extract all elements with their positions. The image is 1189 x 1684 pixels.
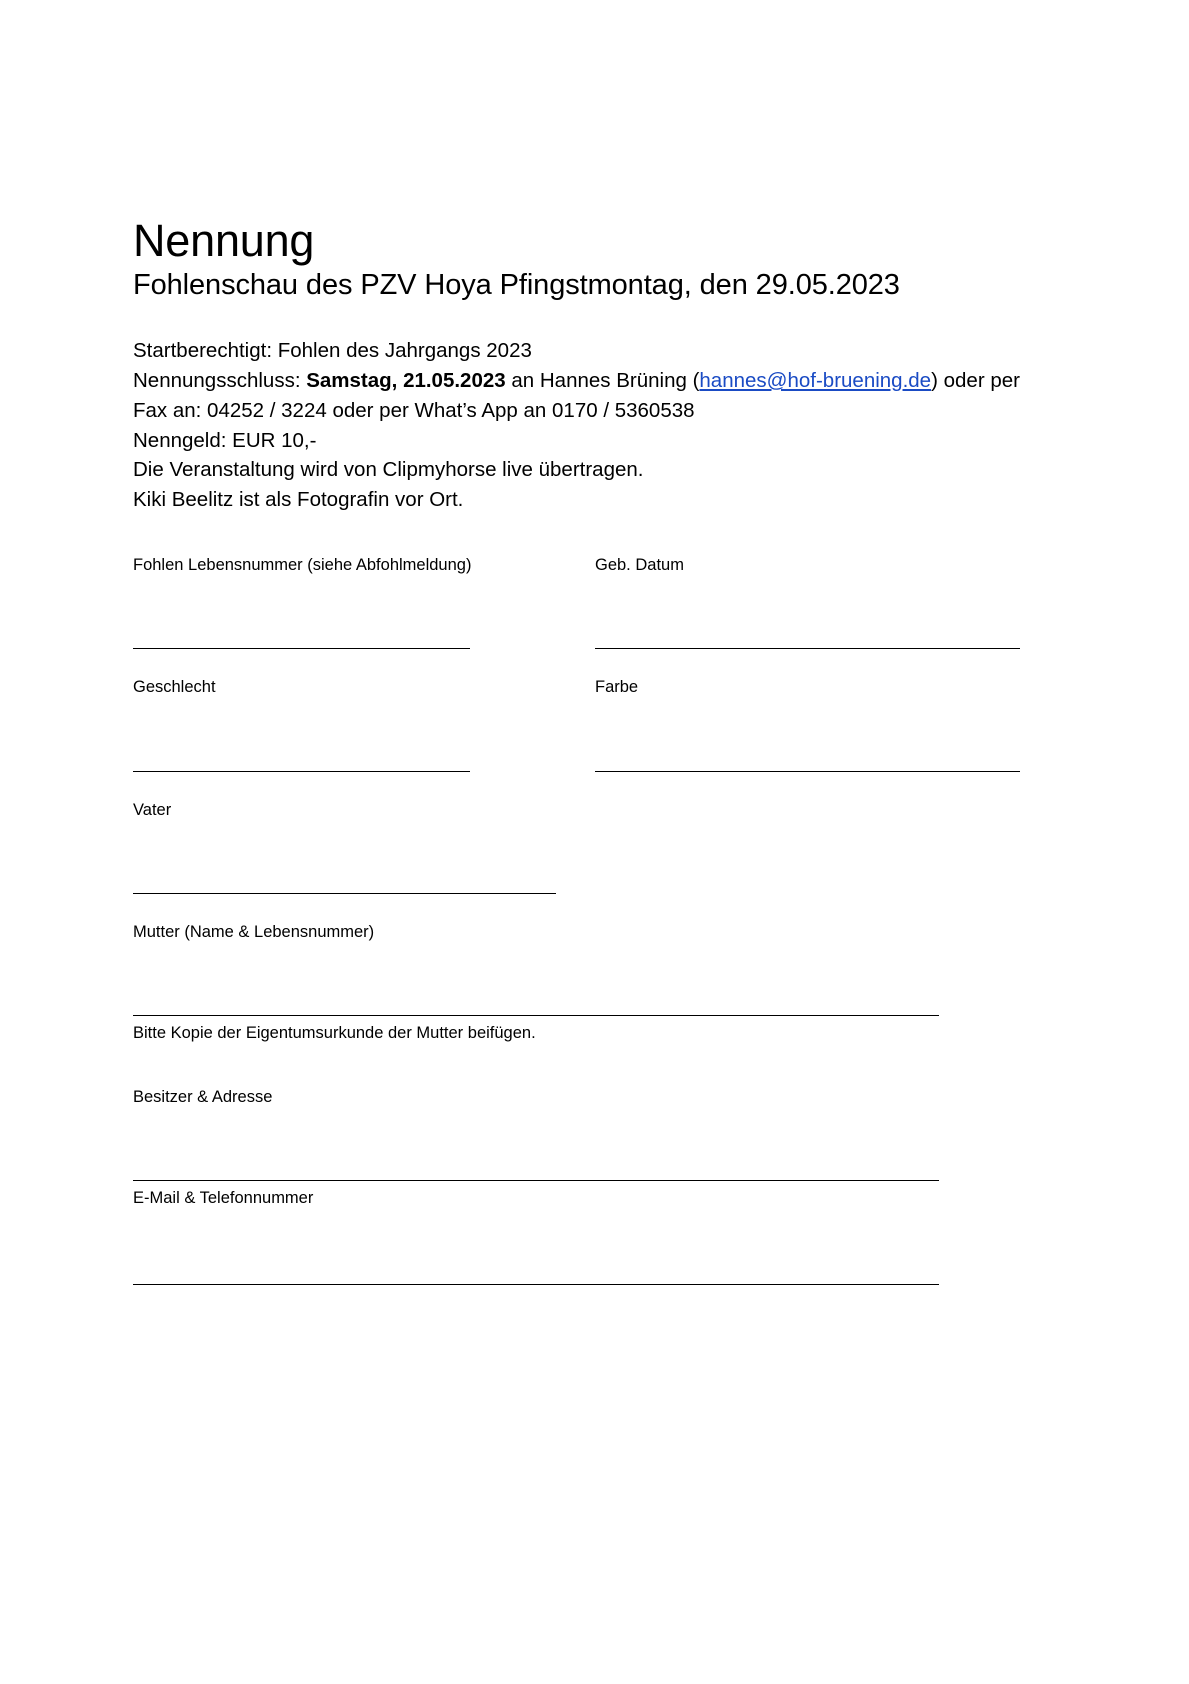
field-sire xyxy=(133,800,1059,894)
field-dam xyxy=(133,922,1059,1045)
intro-line-fax: Fax an: 04252 / 3224 oder per What’s App an 0170 / 5360538 xyxy=(133,398,695,422)
field-label: Mutter (Name & Lebensnummer) xyxy=(133,922,375,941)
field-label: Besitzer & Adresse xyxy=(133,1087,273,1106)
field-sex xyxy=(133,677,595,771)
input-line[interactable] xyxy=(595,771,1020,772)
intro-line-fee: Nenngeld: EUR 10,- xyxy=(133,428,317,452)
field-label: Fohlen Lebensnummer (siehe Abfohlmeldung) xyxy=(133,555,472,574)
spacer xyxy=(595,576,1059,648)
spacer xyxy=(133,943,1059,1015)
field-label: Geschlecht xyxy=(133,678,216,697)
input-line[interactable] xyxy=(133,1284,939,1285)
email-link[interactable]: hannes@hof-bruening.de xyxy=(699,369,932,393)
field-owner-address xyxy=(133,1087,1059,1210)
intro-line-livestream: Die Veranstaltung wird von Clipmyhorse live übertragen. xyxy=(133,458,644,482)
spacer xyxy=(595,699,1059,771)
deadline-suffix: ) oder per xyxy=(931,369,1020,393)
page-title: Nennung xyxy=(133,215,315,266)
deadline-prefix: Nennungsschluss: xyxy=(133,369,307,393)
form-row-1 xyxy=(133,555,1059,649)
input-line[interactable] xyxy=(133,771,470,772)
field-label: Farbe xyxy=(595,678,639,697)
intro-line-eligibility: Startberechtigt: Fohlen des Jahrgangs 2023 xyxy=(133,339,532,363)
deadline-mid: an Hannes Brüning ( xyxy=(505,369,700,393)
spacer xyxy=(133,699,595,771)
spacer xyxy=(133,1108,1059,1180)
page-subtitle: Fohlenschau des PZV Hoya Pfingstmontag, den 29.05.2023 xyxy=(133,269,900,301)
deadline-date: Samstag, 21.05.2023 xyxy=(306,369,506,393)
intro-block xyxy=(133,336,1059,514)
spacer xyxy=(133,772,1059,800)
spacer xyxy=(133,821,1059,893)
spacer xyxy=(133,1210,1059,1284)
field-foal-life-number xyxy=(133,555,595,649)
dam-copy-note: Bitte Kopie der Eigentumsurkunde der Mutter beifügen. xyxy=(133,1024,536,1043)
field-birth-date xyxy=(595,555,1059,649)
intro-line-photographer: Kiki Beelitz ist als Fotografin vor Ort. xyxy=(133,487,464,511)
field-label: Vater xyxy=(133,800,172,819)
intro-line-deadline xyxy=(133,366,1059,396)
input-line[interactable] xyxy=(133,648,470,649)
form-row-2 xyxy=(133,677,1059,771)
input-line[interactable] xyxy=(595,648,1020,649)
field-color xyxy=(595,677,1059,771)
spacer xyxy=(133,894,1059,922)
field-label: Geb. Datum xyxy=(595,555,684,574)
input-line[interactable] xyxy=(133,1015,939,1016)
spacer xyxy=(133,1045,1059,1087)
field-label-email-phone: E-Mail & Telefonnummer xyxy=(133,1189,314,1208)
spacer xyxy=(133,649,1059,677)
input-line[interactable] xyxy=(133,1180,939,1181)
spacer xyxy=(133,576,595,648)
